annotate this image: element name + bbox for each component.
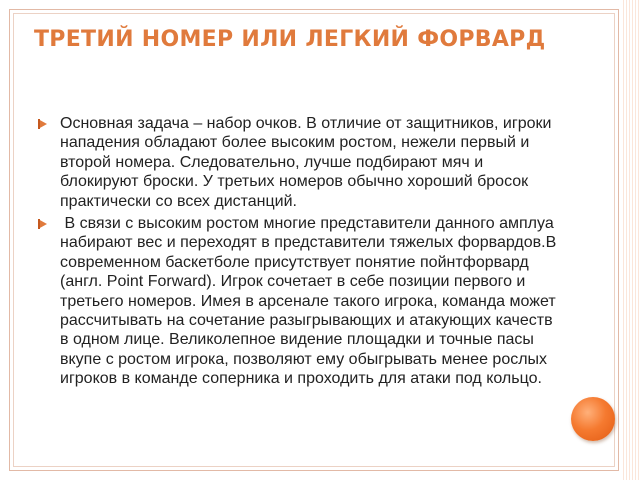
- triangle-bullet-icon: [38, 119, 47, 129]
- slide-title: ТРЕТИЙ НОМЕР ИЛИ ЛЕГКИЙ ФОРВАРД: [34, 27, 546, 52]
- bullet-item-2: [60, 214, 565, 389]
- bullet-text-1: Основная задача – набор очков. В отличие от защитников, игроки нападения обладают более высоким ростом, нежели первый и второй номера. Следовательно, лучше подбирают мяч и блокируют броски. У третьих номеров обычно хороший бросок практически со всех дистанций.: [60, 115, 552, 210]
- orange-circle-icon: [571, 397, 615, 441]
- bullet-text-2: В связи с высоким ростом многие представители данного амплуа набирают вес и переходят в представители тяжелых форвардов.В современном баскетболе присутствует понятие пойнтфорвард (англ. Point Forward). Игрок сочетает в себе позиции первого и третьего номеров. Имея в арсенале такого игрока, команда может рассчитывать на сочетание разыгрывающих и атакующих качеств в одном лице. Великолепное видение площадки и точные пасы вкупе с ростом игрока, позволяют ему обыгрывать менее рослых игроков в команде соперника и проходить для атаки под кольцо.: [60, 215, 561, 388]
- decorative-stripe-band: [623, 0, 640, 480]
- bullet-list: [60, 114, 565, 392]
- triangle-bullet-icon: [38, 219, 47, 229]
- bullet-item-1: [60, 114, 565, 211]
